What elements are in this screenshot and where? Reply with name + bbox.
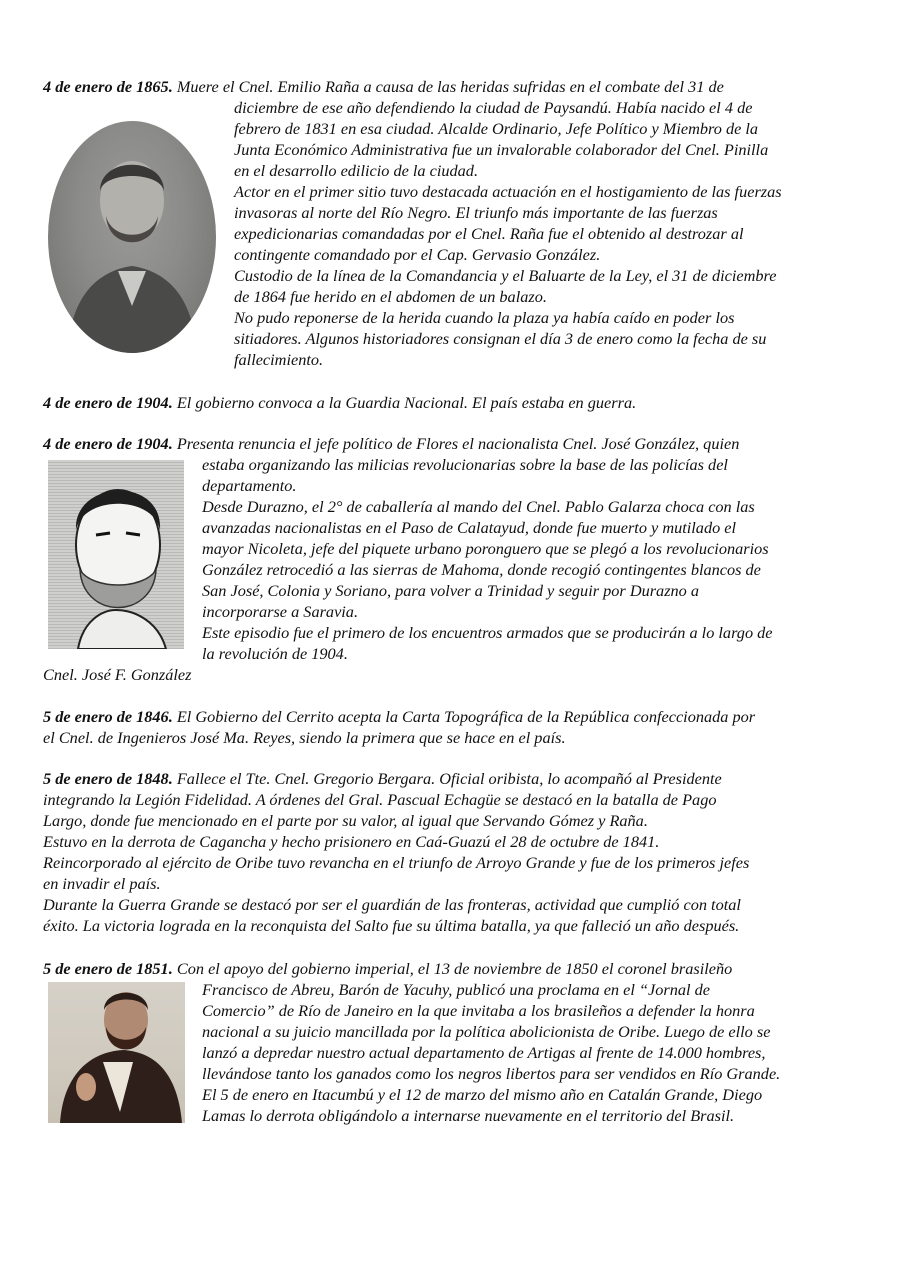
entry-line: estaba organizando las milicias revolucionarias sobre la base de las policías del [202, 455, 728, 474]
entry-date: 5 de enero de 1848. [43, 769, 173, 788]
entry-line: expedicionarias comandadas por el Cnel. Raña fue el obtenido al destrozar al [234, 224, 744, 243]
image-caption: Cnel. José F. González [43, 665, 192, 684]
entry-date: 5 de enero de 1851. [43, 959, 173, 978]
entry-line: Lamas lo derrota obligándolo a internarse nuevamente en el territorio del Brasil. [202, 1106, 735, 1125]
entry-line: de 1864 fue herido en el abdomen de un balazo. [234, 287, 547, 306]
portrait-figure-icon [48, 982, 185, 1123]
entry-line: éxito. La victoria lograda en la reconquista del Salto fue su última batalla, ya que falleció un año después. [43, 916, 740, 935]
entry-date: 5 de enero de 1846. [43, 707, 173, 726]
sketch-figure-icon [48, 460, 184, 649]
portrait-francisco-de-abreu-image [48, 982, 185, 1123]
entry-line: 4 de enero de 1865. Muere el Cnel. Emilio Raña a causa de las heridas sufridas en el combate del 31 de [43, 77, 724, 96]
entry-line: González retrocedió a las sierras de Mahoma, donde recogió contingentes blancos de [202, 560, 761, 579]
entry-date: 4 de enero de 1865. [43, 77, 173, 96]
entry-line: Custodio de la línea de la Comandancia y el Baluarte de la Ley, el 31 de diciembre [234, 266, 777, 285]
entry-line: el Cnel. de Ingenieros José Ma. Reyes, siendo la primera que se hace en el país. [43, 728, 566, 747]
entry-date: 4 de enero de 1904. [43, 434, 173, 453]
entry-line: Este episodio fue el primero de los encuentros armados que se producirán a lo largo de [202, 623, 773, 642]
entry-line: integrando la Legión Fidelidad. A órdenes del Gral. Pascual Echagüe se destacó en la batalla de Pago [43, 790, 717, 809]
entry-line: avanzadas nacionalistas en el Paso de Calatayud, donde fue muerto y mutilado el [202, 518, 737, 537]
entry-line: Reincorporado al ejército de Oribe tuvo revancha en el triunfo de Arroyo Grande y fue de los primeros jefes [43, 853, 750, 872]
entry-line: Francisco de Abreu, Barón de Yacuhy, publicó una proclama en el “Jornal de [202, 980, 710, 999]
portrait-jose-f-gonzalez-image [48, 460, 184, 649]
entry-line: fallecimiento. [234, 350, 324, 369]
entry-line: San José, Colonia y Soriano, para volver a Trinidad y seguir por Durazno a [202, 581, 700, 600]
portrait-figure-icon [48, 121, 216, 353]
entry-line: 5 de enero de 1848. Fallece el Tte. Cnel. Gregorio Bergara. Oficial oribista, lo acompañó al Presidente [43, 769, 722, 788]
entry-date: 4 de enero de 1904. [43, 393, 173, 412]
entry-line: Actor en el primer sitio tuvo destacada actuación en el hostigamiento de las fuerzas [234, 182, 782, 201]
entry-line: Desde Durazno, el 2° de caballería al mando del Cnel. Pablo Galarza choca con las [202, 497, 755, 516]
entry-line: departamento. [202, 476, 297, 495]
entry-line: Largo, donde fue mencionado en el parte por su valor, al igual que Servando Gómez y Raña. [43, 811, 648, 830]
entry-line: la revolución de 1904. [202, 644, 348, 663]
entry-line: 4 de enero de 1904. Presenta renuncia el jefe político de Flores el nacionalista Cnel. José González, quien [43, 434, 740, 453]
entry-line: Estuvo en la derrota de Cagancha y hecho prisionero en Caá-Guazú el 28 de octubre de 1841. [43, 832, 660, 851]
portrait-emilio-rana-image [48, 121, 216, 353]
entry-line: sitiadores. Algunos historiadores consignan el día 3 de enero como la fecha de su [234, 329, 767, 348]
entry-line: 4 de enero de 1904. El gobierno convoca a la Guardia Nacional. El país estaba en guerra. [43, 393, 637, 412]
entry-line: mayor Nicoleta, jefe del piquete urbano poronguero que se plegó a los revolucionarios [202, 539, 769, 558]
entry-line: incorporarse a Saravia. [202, 602, 359, 621]
entry-line: llevándose tanto los ganados como los negros libertos para ser vendidos en Río Grande. [202, 1064, 781, 1083]
entry-line: en el desarrollo edilicio de la ciudad. [234, 161, 479, 180]
entry-line: nacional a su juicio mancillada por la política abolicionista de Oribe. Luego de ello se [202, 1022, 771, 1041]
entry-line: Durante la Guerra Grande se destacó por ser el guardián de las fronteras, actividad que cumplió con total [43, 895, 741, 914]
entry-line: febrero de 1831 en esa ciudad. Alcalde Ordinario, Jefe Político y Miembro de la [234, 119, 759, 138]
entry-line: diciembre de ese año defendiendo la ciudad de Paysandú. Había nacido el 4 de [234, 98, 753, 117]
entry-line: invasoras al norte del Río Negro. El triunfo más importante de las fuerzas [234, 203, 718, 222]
entry-line: 5 de enero de 1851. Con el apoyo del gobierno imperial, el 13 de noviembre de 1850 el coronel brasileño [43, 959, 733, 978]
entry-line: contingente comandado por el Cap. Gervasio González. [234, 245, 601, 264]
entry-line: Comercio” de Río de Janeiro en la que invitaba a los brasileños a defender la honra [202, 1001, 755, 1020]
entry-line: en invadir el país. [43, 874, 161, 893]
entry-line: lanzó a depredar nuestro actual departamento de Artigas al frente de 14.000 hombres, [202, 1043, 766, 1062]
entry-line: No pudo reponerse de la herida cuando la plaza ya había caído en poder los [234, 308, 735, 327]
entry-line: Junta Económico Administrativa fue un invalorable colaborador del Cnel. Pinilla [234, 140, 769, 159]
entry-line: El 5 de enero en Itacumbú y el 12 de marzo del mismo año en Catalán Grande, Diego [202, 1085, 763, 1104]
entry-line: 5 de enero de 1846. El Gobierno del Cerrito acepta la Carta Topográfica de la República confeccionada por [43, 707, 756, 726]
